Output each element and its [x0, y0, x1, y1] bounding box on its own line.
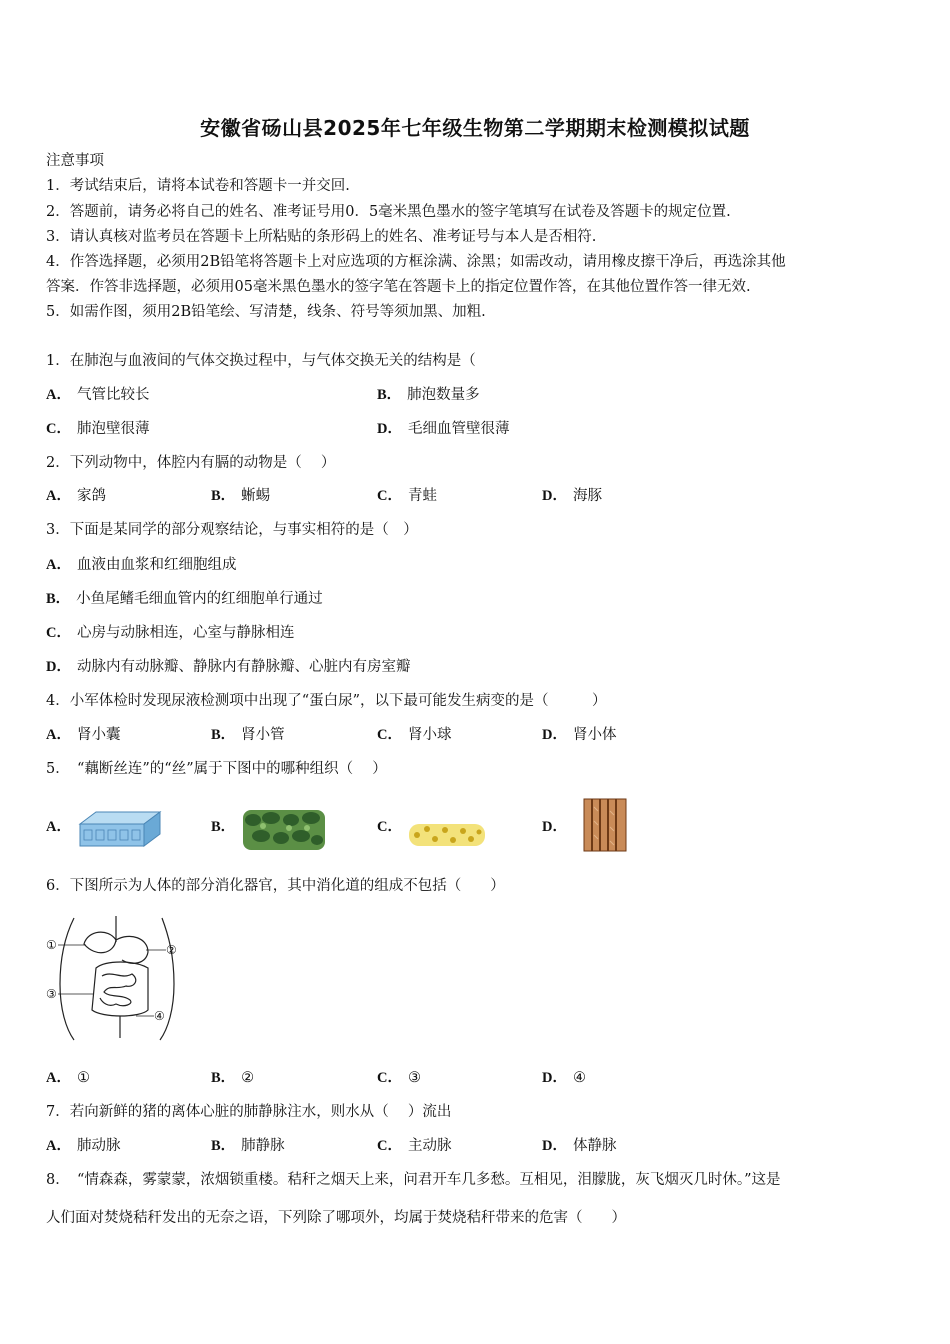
- question-stem-continued: 人们面对焚烧秸秆发出的无奈之语，下列除了哪项外，均属于焚烧秸秆带来的危害（ ）: [46, 1210, 626, 1226]
- option-d[interactable]: [46, 657, 410, 677]
- option-a[interactable]: [46, 725, 120, 745]
- diagram-label-2: ②: [166, 943, 177, 957]
- question-stem: 8． “情森森，雾蒙蒙，浓烟锁重楼。秸秆之烟天上来，问君开车几多愁。互相见，泪朦胧，灰飞烟灭几时休。”这是: [46, 1172, 781, 1188]
- option-key: A．: [46, 557, 71, 573]
- option-text: 动脉内有动脉瓣、静脉内有静脉瓣、心脏内有房室瓣: [76, 659, 411, 675]
- question-stem: 4．小军体检时发现尿液检测项中出现了“蛋白尿”，以下最可能发生病变的是（ ）: [46, 693, 607, 709]
- option-key: B．: [377, 387, 402, 403]
- option-key: B．: [211, 727, 236, 743]
- option-key: C．: [377, 819, 402, 835]
- option-a[interactable]: [46, 385, 149, 405]
- notice-heading: 注意事项: [46, 153, 104, 169]
- option-key: A．: [46, 727, 71, 743]
- digestive-system-diagram: [44, 914, 184, 1044]
- option-b[interactable]: [211, 1068, 254, 1088]
- option-key: C．: [46, 625, 71, 641]
- option-key: D．: [542, 1138, 567, 1154]
- option-b[interactable]: [46, 589, 323, 609]
- option-key: A．: [46, 819, 71, 835]
- question-stem: 2．下列动物中，体腔内有膈的动物是（ ）: [46, 455, 336, 471]
- option-text: 青蛙: [407, 488, 437, 504]
- option-a[interactable]: [46, 1136, 120, 1156]
- option-text: 肾小体: [572, 727, 617, 743]
- option-a[interactable]: [46, 817, 77, 837]
- option-text: 气管比较长: [76, 387, 150, 403]
- option-c[interactable]: [46, 419, 149, 439]
- option-c[interactable]: [377, 1136, 451, 1156]
- diagram-label-4: ④: [154, 1009, 165, 1023]
- option-key: D．: [46, 659, 71, 675]
- option-a[interactable]: [46, 555, 236, 575]
- option-a[interactable]: [46, 486, 106, 506]
- diagram-label-3: ③: [46, 987, 57, 1001]
- diagram-label-1: ①: [46, 938, 57, 952]
- question-stem: 3．下面是某同学的部分观察结论，与事实相符的是（ ）: [46, 522, 418, 538]
- option-d[interactable]: [542, 817, 573, 837]
- notice-item: 3．请认真核对监考员在答题卡上所粘贴的条形码上的姓名、准考证号与本人是否相符.: [46, 229, 597, 245]
- option-key: D．: [542, 1070, 567, 1086]
- option-d[interactable]: [542, 725, 616, 745]
- option-key: B．: [211, 1070, 236, 1086]
- option-text: 肾小管: [241, 727, 285, 743]
- option-key: D．: [542, 819, 567, 835]
- option-text: 肺静脉: [241, 1138, 285, 1154]
- option-text: 肾小球: [407, 727, 452, 743]
- option-text: 海豚: [572, 488, 602, 504]
- option-key: B．: [211, 1138, 236, 1154]
- option-b[interactable]: [211, 817, 241, 837]
- question-stem: 6．下图所示为人体的部分消化器官，其中消化道的组成不包括（ ）: [46, 878, 505, 894]
- option-text: ①: [76, 1070, 90, 1086]
- page-title: 安徽省砀山县2025年七年级生物第二学期期末检测模拟试题: [200, 116, 750, 140]
- option-key: B．: [211, 488, 236, 504]
- option-key: C．: [46, 421, 71, 437]
- notice-item: 答案．作答非选择题，必须用05毫米黑色墨水的签字笔在答题卡上的指定位置作答，在其他位置作答一律无效.: [46, 279, 751, 295]
- option-text: 心房与动脉相连，心室与静脉相连: [76, 625, 295, 641]
- option-key: B．: [211, 819, 236, 835]
- option-key: C．: [377, 727, 402, 743]
- notice-item: 4．作答选择题，必须用2B铅笔将答题卡上对应选项的方框涂满、涂黑；如需改动，请用橡皮擦干净后，再选涂其他: [46, 254, 786, 270]
- option-text: ②: [241, 1070, 255, 1086]
- option-d[interactable]: [542, 1068, 586, 1088]
- question-stem: 7．若向新鲜的猪的离体心脏的肺静脉注水，则水从（ ）流出: [46, 1104, 452, 1120]
- connective-tissue-image: [407, 818, 487, 852]
- option-key: A．: [46, 488, 71, 504]
- option-text: 肺泡数量多: [407, 387, 480, 403]
- option-key: A．: [46, 1138, 71, 1154]
- option-key: D．: [542, 488, 567, 504]
- option-key: A．: [46, 387, 71, 403]
- notice-item: 1．考试结束后，请将本试卷和答题卡一并交回.: [46, 178, 350, 194]
- option-key: B．: [46, 591, 71, 607]
- option-text: 小鱼尾鳍毛细血管内的红细胞单行通过: [76, 591, 323, 607]
- option-text: 体静脉: [572, 1138, 617, 1154]
- option-b[interactable]: [211, 725, 285, 745]
- option-key: C．: [377, 488, 402, 504]
- option-text: 肺泡壁很薄: [76, 421, 150, 437]
- option-b[interactable]: [377, 385, 480, 405]
- option-text: ③: [407, 1070, 421, 1086]
- option-d[interactable]: [542, 1136, 616, 1156]
- notice-item: 2．答题前，请务必将自己的姓名、准考证号用0．5毫米黑色墨水的签字笔填写在试卷及答题卡的规定位置.: [46, 204, 731, 220]
- option-c[interactable]: [377, 1068, 421, 1088]
- option-key: C．: [377, 1138, 402, 1154]
- option-text: ④: [572, 1070, 586, 1086]
- option-c[interactable]: [377, 486, 437, 506]
- option-key: A．: [46, 1070, 71, 1086]
- option-text: 毛细血管壁很薄: [407, 421, 510, 437]
- option-d[interactable]: [542, 486, 602, 506]
- option-key: C．: [377, 1070, 402, 1086]
- option-text: 血液由血浆和红细胞组成: [76, 557, 237, 573]
- option-a[interactable]: [46, 1068, 90, 1088]
- question-stem: 1．在肺泡与血液间的气体交换过程中，与气体交换无关的结构是（: [46, 353, 476, 369]
- option-text: 肺动脉: [76, 1138, 121, 1154]
- option-c[interactable]: [377, 725, 451, 745]
- epithelial-tissue-image: [76, 806, 162, 854]
- option-text: 家鸽: [76, 488, 106, 504]
- question-stem: 5． “藕断丝连”的“丝”属于下图中的哪种组织（ ）: [46, 761, 387, 777]
- option-text: 主动脉: [407, 1138, 452, 1154]
- option-text: 肾小囊: [76, 727, 121, 743]
- option-d[interactable]: [377, 419, 509, 439]
- conducting-tissue-image: [582, 797, 628, 853]
- notice-item: 5．如需作图，须用2B铅笔绘、写清楚，线条、符号等须加黑、加粗.: [46, 304, 486, 320]
- option-key: D．: [377, 421, 402, 437]
- option-c[interactable]: [377, 817, 408, 837]
- option-key: D．: [542, 727, 567, 743]
- muscle-tissue-image: [241, 806, 327, 854]
- option-b[interactable]: [211, 1136, 285, 1156]
- option-text: 蜥蜴: [241, 488, 271, 504]
- option-b[interactable]: [211, 486, 270, 506]
- option-c[interactable]: [46, 623, 294, 643]
